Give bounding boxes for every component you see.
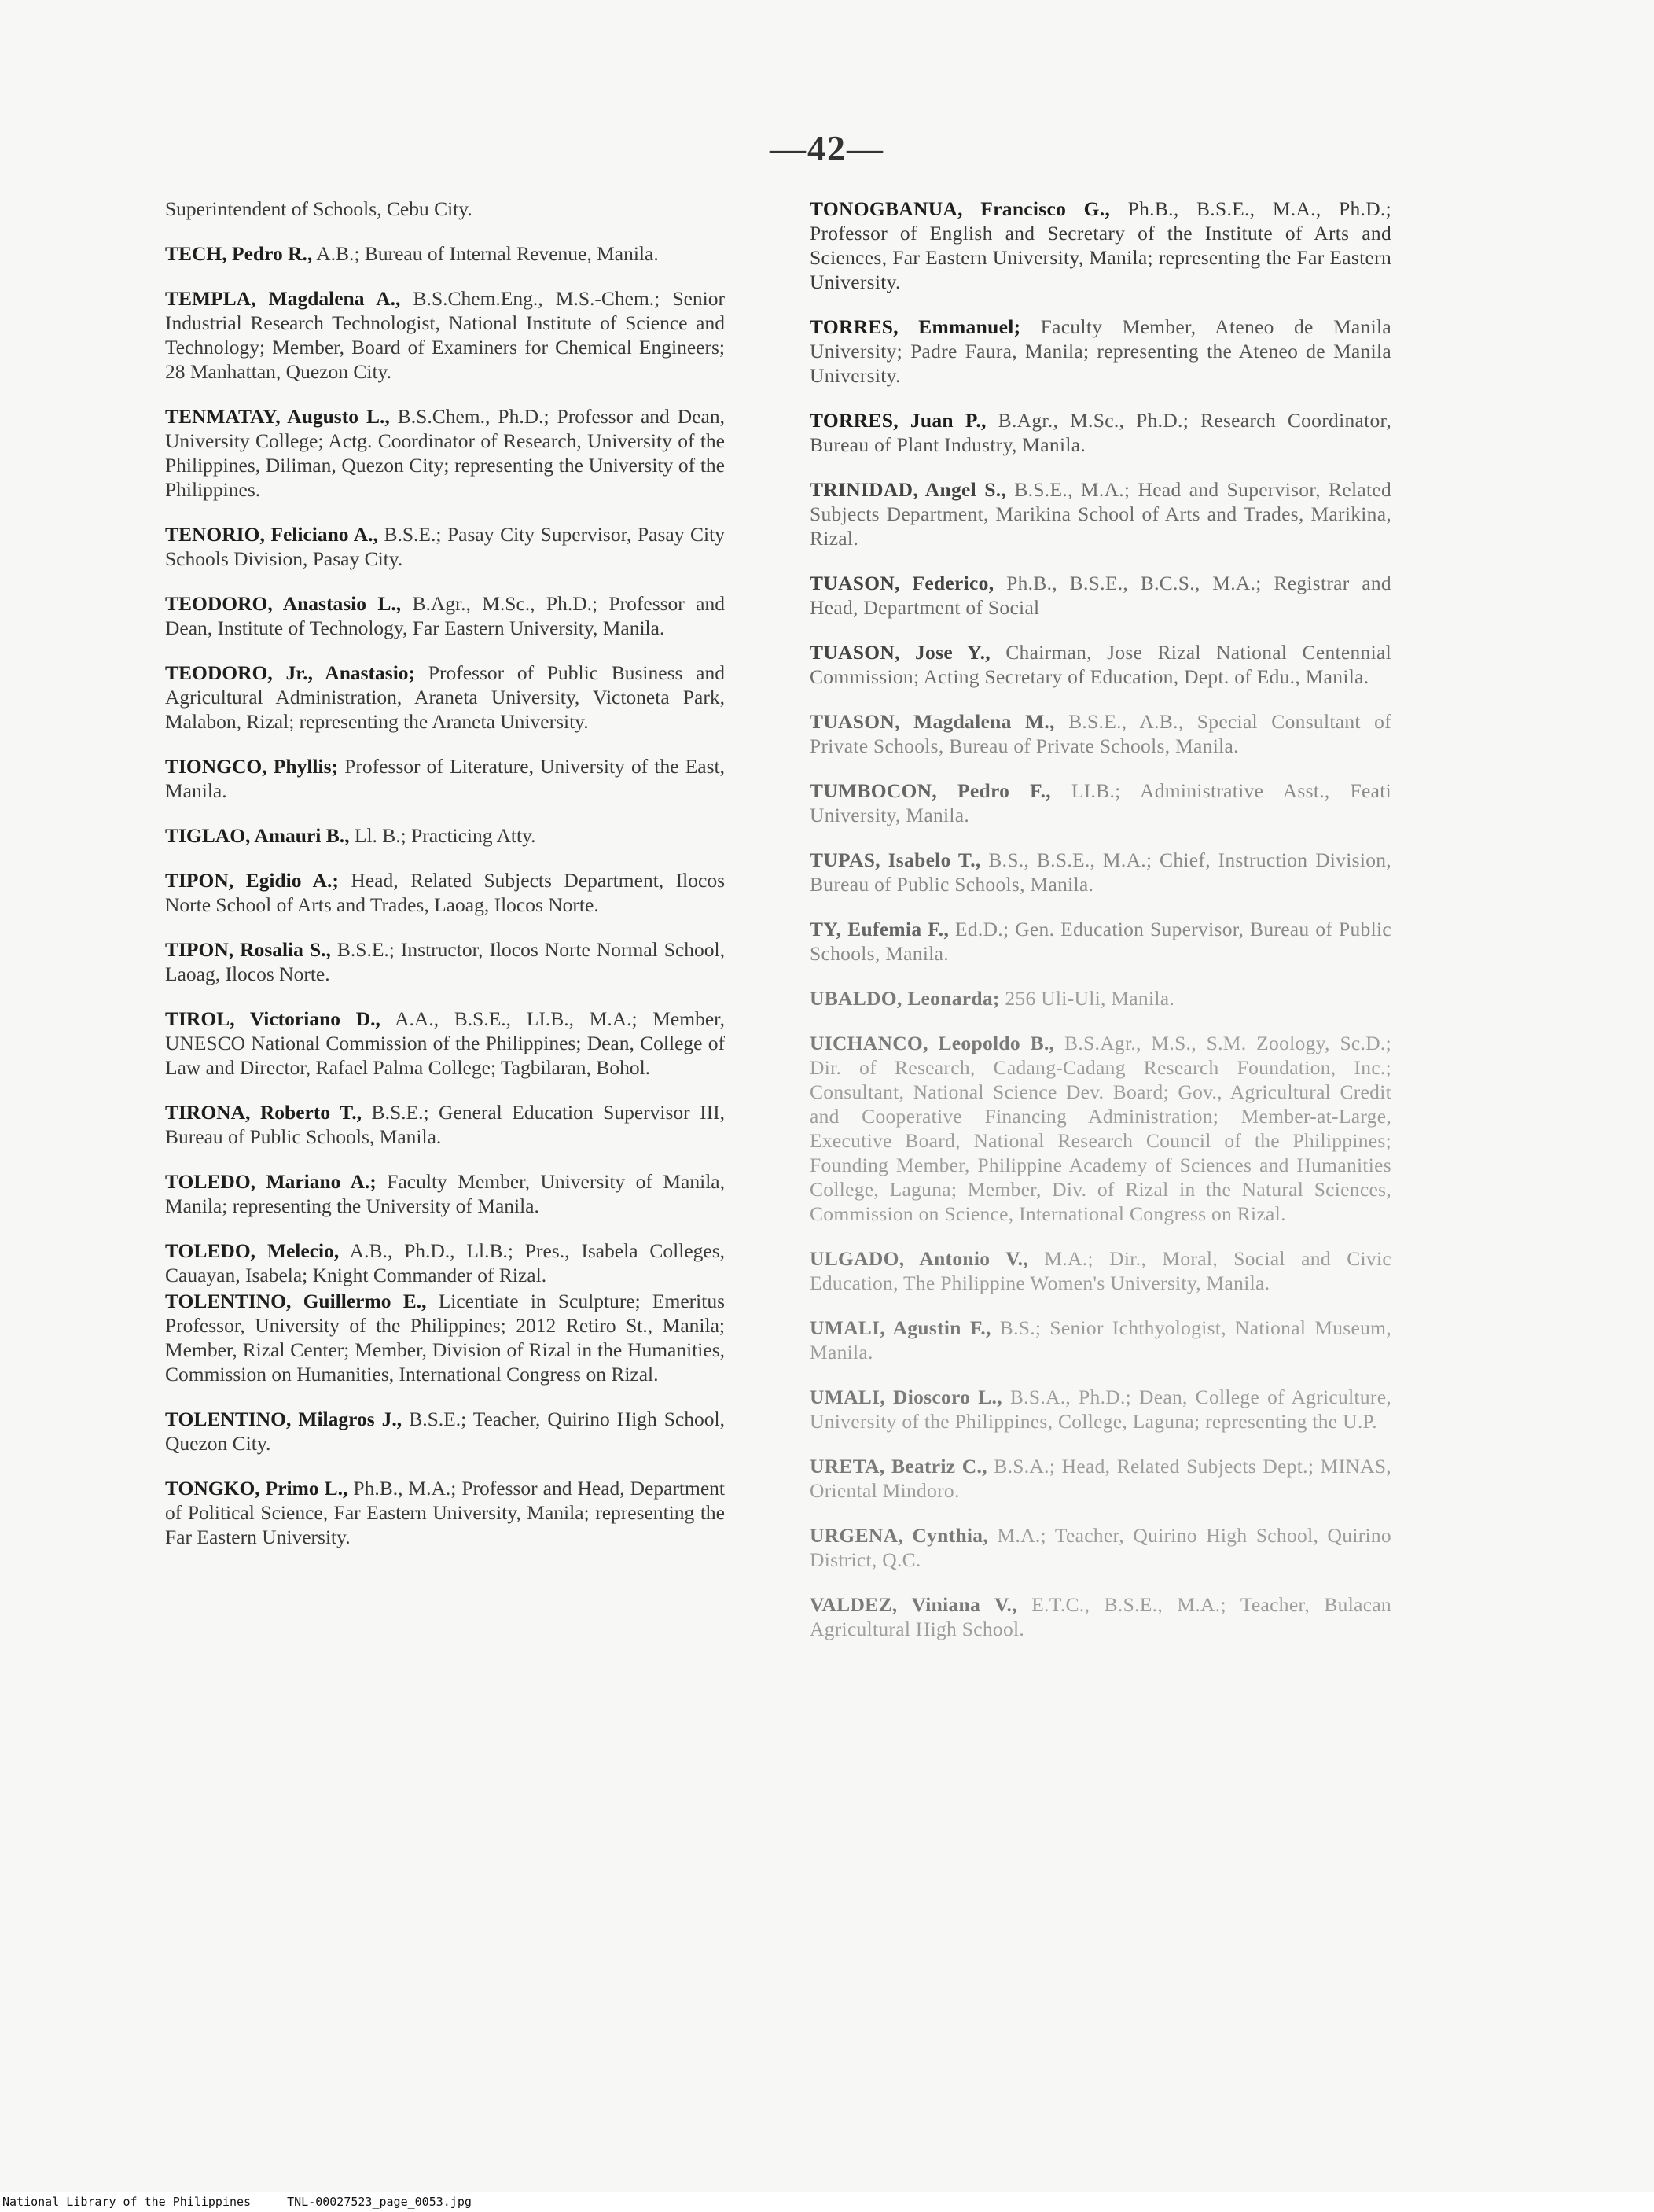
entry-details: A.B.; Bureau of Internal Revenue, Manila. [312, 242, 659, 265]
entry-details: E.T.C., B.S.E., M.A.; Teacher, Bulacan Agricultural High School. [810, 1593, 1391, 1640]
directory-entry [810, 986, 1391, 1010]
directory-entry [810, 408, 1391, 457]
directory-entry [810, 1592, 1391, 1641]
entry-name: TUASON, Jose Y., [810, 641, 991, 664]
entry-name: UMALI, Dioscoro L., [810, 1386, 1002, 1408]
entry-name: TIROL, Victoriano D., [165, 1007, 380, 1030]
entry-name: TOLENTINO, Guillermo E., [165, 1290, 427, 1312]
directory-entry [165, 868, 725, 917]
directory-entry [810, 709, 1391, 758]
entry-name: UMALI, Agustin F., [810, 1316, 991, 1339]
directory-entry [165, 522, 725, 571]
entry-name: UICHANCO, Leopoldo B., [810, 1032, 1055, 1054]
entry-name: UBALDO, Leonarda; [810, 987, 1000, 1010]
directory-entry [810, 778, 1391, 827]
directory-entry [165, 1289, 725, 1386]
directory-entry [165, 1100, 725, 1149]
directory-entry [165, 591, 725, 640]
directory-entry [810, 571, 1391, 620]
entry-details: A.A., B.S.E., LI.B., M.A.; Member, UNESCO National Commission of the Philippines; Dean, College of Law and Director, Rafael Palma College; Tagbilaran, Bohol. [165, 1007, 725, 1079]
directory-entry [810, 1316, 1391, 1364]
entry-name: TIPON, Egidio A.; [165, 869, 339, 892]
entry-name: TORRES, Emmanuel; [810, 315, 1021, 338]
entry-details: Licentiate in Sculpture; Emeritus Professor, University of the Philippines; 2012 Retiro St., Manila; Member, Rizal Center; Member, Division of Rizal in the Humanities, Commission on Humanities, International Congress on Rizal. [165, 1290, 725, 1386]
entry-details: Faculty Member, University of Manila, Manila; representing the University of Manila. [165, 1170, 725, 1217]
entry-name: VALDEZ, Viniana V., [810, 1593, 1017, 1616]
directory-entry [165, 286, 725, 384]
entry-details: B.S.E.; Pasay City Supervisor, Pasay City Schools Division, Pasay City. [165, 523, 725, 570]
entry-name: TOLEDO, Mariano A.; [165, 1170, 377, 1193]
entry-details: B.S.A.; Head, Related Subjects Dept.; MINAS, Oriental Mindoro. [810, 1455, 1391, 1502]
directory-entry [810, 917, 1391, 966]
entry-name: URETA, Beatriz C., [810, 1455, 987, 1478]
entry-details: Ph.B., M.A.; Professor and Head, Department of Political Science, Far Eastern University, Manila; representing the Far Eastern University. [165, 1477, 726, 1548]
entry-details: B.S.Chem.Eng., M.S.-Chem.; Senior Industrial Research Technologist, National Institute of Science and Technology; Member, Board of Examiners for Chemical Engineers; 28 Manhattan, Quezon City. [165, 287, 725, 383]
directory-entry [165, 661, 725, 734]
scan-footer [2, 2195, 508, 2209]
directory-entry [810, 848, 1391, 896]
page-number: —42— [770, 128, 884, 168]
entry-name: TUASON, Federico, [810, 572, 994, 594]
entry-name: TUPAS, Isabelo T., [810, 848, 981, 871]
entry-name: TUMBOCON, Pedro F., [810, 779, 1051, 802]
directory-entry [810, 1031, 1391, 1226]
entry-name: TRINIDAD, Angel S., [810, 478, 1007, 501]
left-column [165, 197, 725, 1570]
entry-name: TEODORO, Anastasio L., [165, 592, 402, 615]
directory-entry [810, 1246, 1391, 1295]
entry-name: TENORIO, Feliciano A., [165, 523, 378, 546]
entry-name: TEODORO, Jr., Anastasio; [165, 661, 416, 684]
directory-entry [165, 404, 725, 502]
entry-details: 256 Uli-Uli, Manila. [999, 987, 1175, 1010]
entry-name: TENMATAY, Augusto L., [165, 405, 390, 428]
directory-entry [165, 1238, 725, 1287]
entry-name: TEMPLA, Magdalena A., [165, 287, 401, 310]
entry-name: TECH, Pedro R., [165, 242, 313, 265]
entry-name: TORRES, Juan P., [810, 409, 987, 432]
entry-details: B.S.E.; Instructor, Ilocos Norte Normal School, Laoag, Ilocos Norte. [165, 938, 726, 985]
entry-details: B.S.E.; Teacher, Quirino High School, Quezon City. [165, 1408, 726, 1455]
entry-name: TIRONA, Roberto T., [165, 1101, 362, 1124]
entry-details: B.S.Chem., Ph.D.; Professor and Dean, University College; Actg. Coordinator of Research, University of the Philippines, Diliman, Quezon City; representing the University of the Philippines. [165, 405, 725, 501]
entry-details: Professor of Literature, University of the East, Manila. [165, 755, 725, 802]
directory-entry [165, 937, 725, 986]
entry-details: B.Agr., M.Sc., Ph.D.; Research Coordinator, Bureau of Plant Industry, Manila. [810, 409, 1392, 456]
entry-name: TONGKO, Primo L., [165, 1477, 348, 1500]
entry-details: B.S.A., Ph.D.; Dean, College of Agriculture, University of the Philippines, College, Laguna; representing the U.P. [810, 1386, 1392, 1433]
entry-name: ULGADO, Antonio V., [810, 1247, 1029, 1270]
directory-entry [810, 640, 1391, 689]
entry-name: URGENA, Cynthia, [810, 1524, 989, 1547]
entry-name: TIPON, Rosalia S., [165, 938, 331, 961]
entry-details: B.S., B.S.E., M.A.; Chief, Instruction Division, Bureau of Public Schools, Manila. [810, 848, 1391, 896]
entry-name: TIGLAO, Amauri B., [165, 824, 350, 847]
entry-details: Superintendent of Schools, Cebu City. [165, 197, 472, 220]
right-column [810, 197, 1391, 1662]
entry-name: TIONGCO, Phyllis; [165, 755, 338, 778]
entry-details: LI.B.; Administrative Asst., Feati University, Manila. [810, 779, 1391, 826]
directory-entry [165, 1007, 725, 1080]
directory-entry [165, 241, 725, 266]
entry-details: M.A.; Dir., Moral, Social and Civic Education, The Philippine Women's University, Manila. [810, 1247, 1391, 1294]
directory-entry [165, 1169, 725, 1218]
entry-details: B.Agr., M.Sc., Ph.D.; Professor and Dean, Institute of Technology, Far Eastern University, Manila. [165, 592, 725, 639]
directory-entry [810, 315, 1391, 388]
directory-entry [165, 1476, 725, 1549]
entry-name: TOLEDO, Melecio, [165, 1239, 340, 1262]
entry-details: Chairman, Jose Rizal National Centennial Commission; Acting Secretary of Education, Dept. of Edu., Manila. [810, 641, 1391, 688]
entry-details: Ph.B., B.S.E., B.C.S., M.A.; Registrar and Head, Department of Social [810, 572, 1391, 619]
directory-entry [165, 754, 725, 803]
entry-details: Ll. B.; Practicing Atty. [349, 824, 536, 847]
entry-details: Faculty Member, Ateneo de Manila University; Padre Faura, Manila; representing the Ateneo de Manila University. [810, 315, 1391, 387]
entry-details: Ed.D.; Gen. Education Supervisor, Bureau of Public Schools, Manila. [810, 918, 1391, 965]
directory-entry [810, 1454, 1391, 1503]
directory-entry [810, 197, 1391, 294]
entry-details: B.S.E.; General Education Supervisor III, Bureau of Public Schools, Manila. [165, 1101, 725, 1148]
entry-details: B.S.Agr., M.S., S.M. Zoology, Sc.D.; Dir. of Research, Cadang-Cadang Research Foundation, Inc.; Consultant, National Science Dev. Board; Gov., Agricultural Credit and Cooperative Financing Administration; Member-at-Large, Executive Board, National Research Council of the Philippines; Founding Member, Philippine Academy of Sciences and Humanities College, Laguna; Member, Div. of Rizal in the Natural Sciences, Commission on Science, International Congress on Rizal. [810, 1032, 1391, 1225]
directory-entry [810, 477, 1391, 550]
footer-library: National Library of the Philippines [2, 2195, 252, 2209]
entry-name: TUASON, Magdalena M., [810, 710, 1055, 733]
entry-details: M.A.; Teacher, Quirino High School, Quirino District, Q.C. [810, 1524, 1391, 1571]
entry-details: Professor of Public Business and Agricultural Administration, Araneta University, Victoneta Park, Malabon, Rizal; representing the Araneta University. [165, 661, 725, 733]
footer-filename: TNL-00027523_page_0053.jpg [287, 2195, 472, 2209]
entry-name: TY, Eufemia F., [810, 918, 950, 940]
entry-details: Head, Related Subjects Department, Ilocos Norte School of Arts and Trades, Laoag, Ilocos Norte. [165, 869, 726, 916]
entry-details: A.B., Ph.D., Ll.B.; Pres., Isabela Colleges, Cauayan, Isabela; Knight Commander of Rizal. [165, 1239, 726, 1286]
directory-entry [810, 1523, 1391, 1572]
entry-details: B.S.E., A.B., Special Consultant of Private Schools, Bureau of Private Schools, Manila. [810, 710, 1391, 757]
entry-details: Ph.B., B.S.E., M.A., Ph.D.; Professor of English and Secretary of the Institute of Arts and Sciences, Far Eastern University, Manila; representing the Far Eastern University. [810, 197, 1391, 293]
entry-name: TONOGBANUA, Francisco G., [810, 197, 1111, 220]
entry-details: B.S.E., M.A.; Head and Supervisor, Related Subjects Department, Marikina School of Arts and Trades, Marikina, Rizal. [810, 478, 1391, 550]
directory-entry [165, 823, 725, 848]
directory-entry [165, 197, 725, 221]
directory-entry [810, 1385, 1391, 1434]
entry-details: B.S.; Senior Ichthyologist, National Museum, Manila. [810, 1316, 1391, 1364]
entry-name: TOLENTINO, Milagros J., [165, 1408, 402, 1430]
directory-entry [165, 1407, 725, 1456]
